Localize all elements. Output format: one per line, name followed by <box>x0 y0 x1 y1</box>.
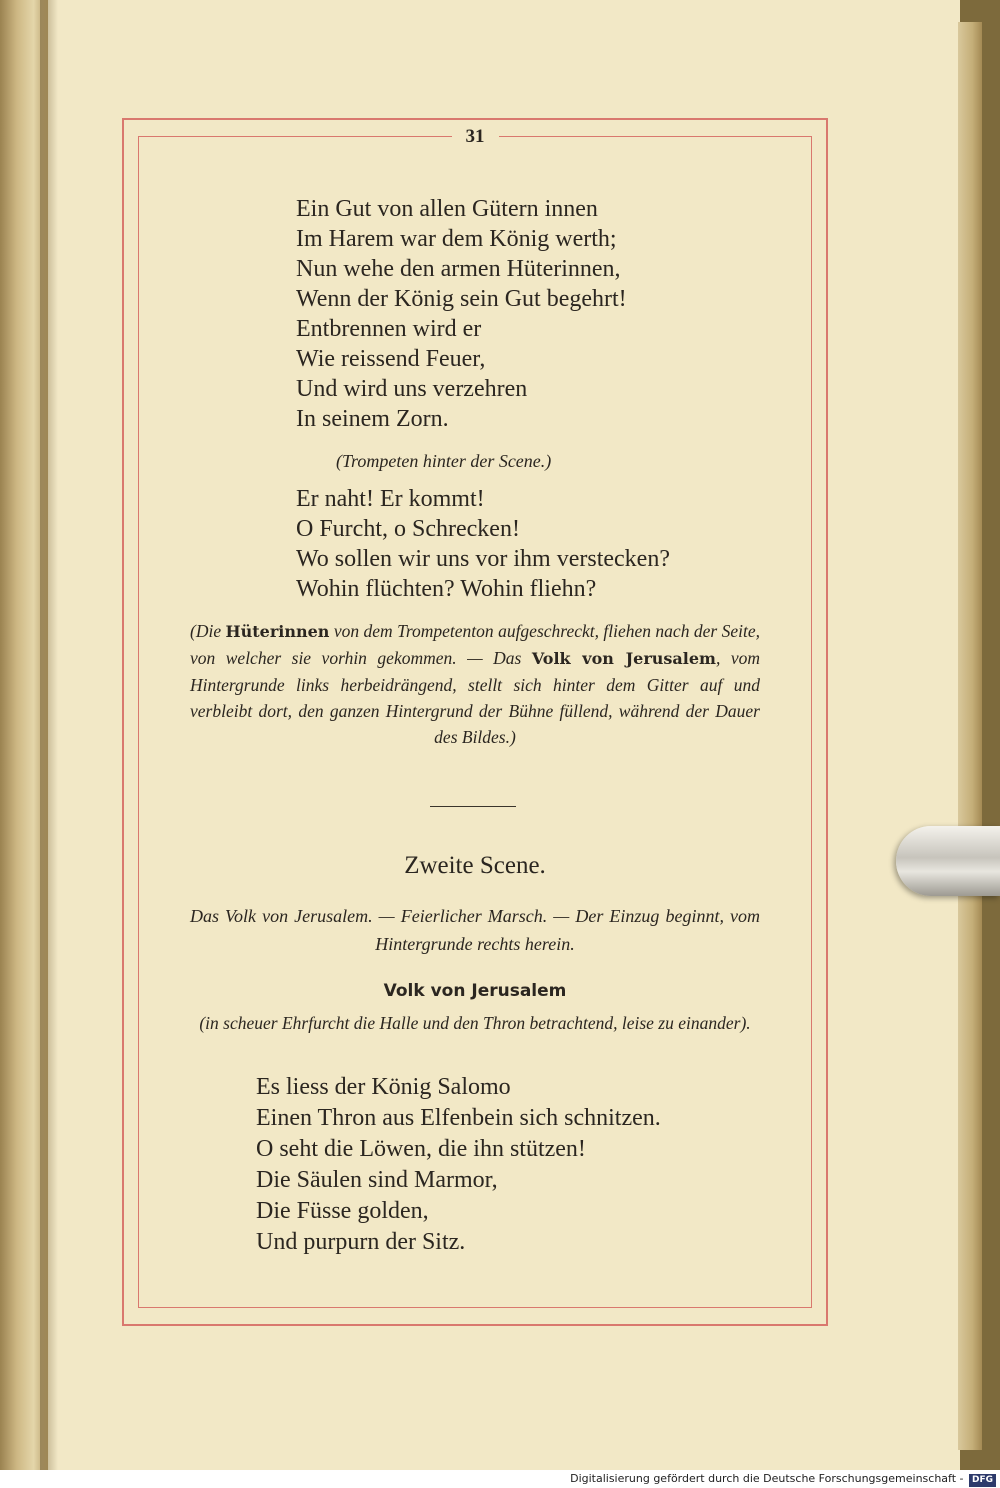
speaker-direction: (in scheuer Ehrfurcht die Halle und den Thron betrachtend, leise zu einander). <box>199 1013 751 1033</box>
verse-line: O seht die Löwen, die ihn stützen! <box>256 1136 586 1162</box>
dfg-logo: DFG <box>969 1474 996 1487</box>
page-number: 31 <box>452 124 499 150</box>
page-clip <box>896 826 1000 896</box>
spine-shadow <box>40 0 58 1470</box>
verse-line: Im Harem war dem König werth; <box>296 226 617 252</box>
verse-line: Wo sollen wir uns vor ihm verstecken? <box>296 546 670 572</box>
scene-title: Zweite Scene. <box>404 852 546 879</box>
verse-line: In seinem Zorn. <box>296 406 449 432</box>
direction-text: von dem Trompetenton aufgeschreckt, fliehen nach der Seite, von welcher sie vorhin gekommen. — Das <box>190 621 760 668</box>
speaker-name: Volk von Jerusalem <box>383 981 567 1001</box>
stage-direction-huterinnen <box>190 618 760 750</box>
verse-line: Und purpurn der Sitz. <box>256 1229 466 1255</box>
stage-direction-trumpets: (Trompeten hinter der Scene.) <box>336 451 552 471</box>
role-name: Volk von Jerusalem <box>531 649 716 668</box>
verse-line: O Furcht, o Schrecken! <box>296 516 520 542</box>
verse-line: Und wird uns verzehren <box>296 376 528 402</box>
verse-line: Einen Thron aus Elfenbein sich schnitzen. <box>256 1105 661 1131</box>
page-number-bar <box>138 124 812 150</box>
direction-text: , vom Hintergrunde links herbeidrängend, stellt sich hinter dem Gitter auf und verbleibt dort, den ganzen Hintergrund der Bühne füllend, während der Dauer des Bildes.) <box>190 648 760 747</box>
verse-block-2 <box>296 484 670 604</box>
section-divider <box>430 806 516 807</box>
verse-line: Entbrennen wird er <box>296 316 482 342</box>
verse-line: Wie reissend Feuer, <box>296 346 486 372</box>
verse-line: Die Säulen sind Marmor, <box>256 1167 498 1193</box>
role-name: Hüterinnen <box>225 622 330 641</box>
verse-line: Er naht! Er kommt! <box>296 486 485 512</box>
verse-line: Die Füsse golden, <box>256 1198 429 1224</box>
verse-line: Ein Gut von allen Gütern innen <box>296 196 598 222</box>
verse-block-1 <box>296 194 627 434</box>
scene-direction: Das Volk von Jerusalem. — Feierlicher Marsch. — Der Einzug beginnt, vom Hintergrunde rechts herein. <box>190 906 760 954</box>
digitization-credit <box>0 1470 1000 1488</box>
verse-line: Nun wehe den armen Hüterinnen, <box>296 256 621 282</box>
verse-line: Wohin flüchten? Wohin fliehn? <box>296 576 597 602</box>
verse-line: Es liess der König Salomo <box>256 1074 511 1100</box>
verse-block-3 <box>256 1072 661 1258</box>
verse-line: Wenn der König sein Gut begehrt! <box>296 286 627 312</box>
page-stack-edge <box>958 22 982 1450</box>
credit-text: Digitalisierung gefördert durch die Deutsche Forschungsgemeinschaft - <box>570 1472 964 1485</box>
direction-text: (Die <box>190 621 226 641</box>
